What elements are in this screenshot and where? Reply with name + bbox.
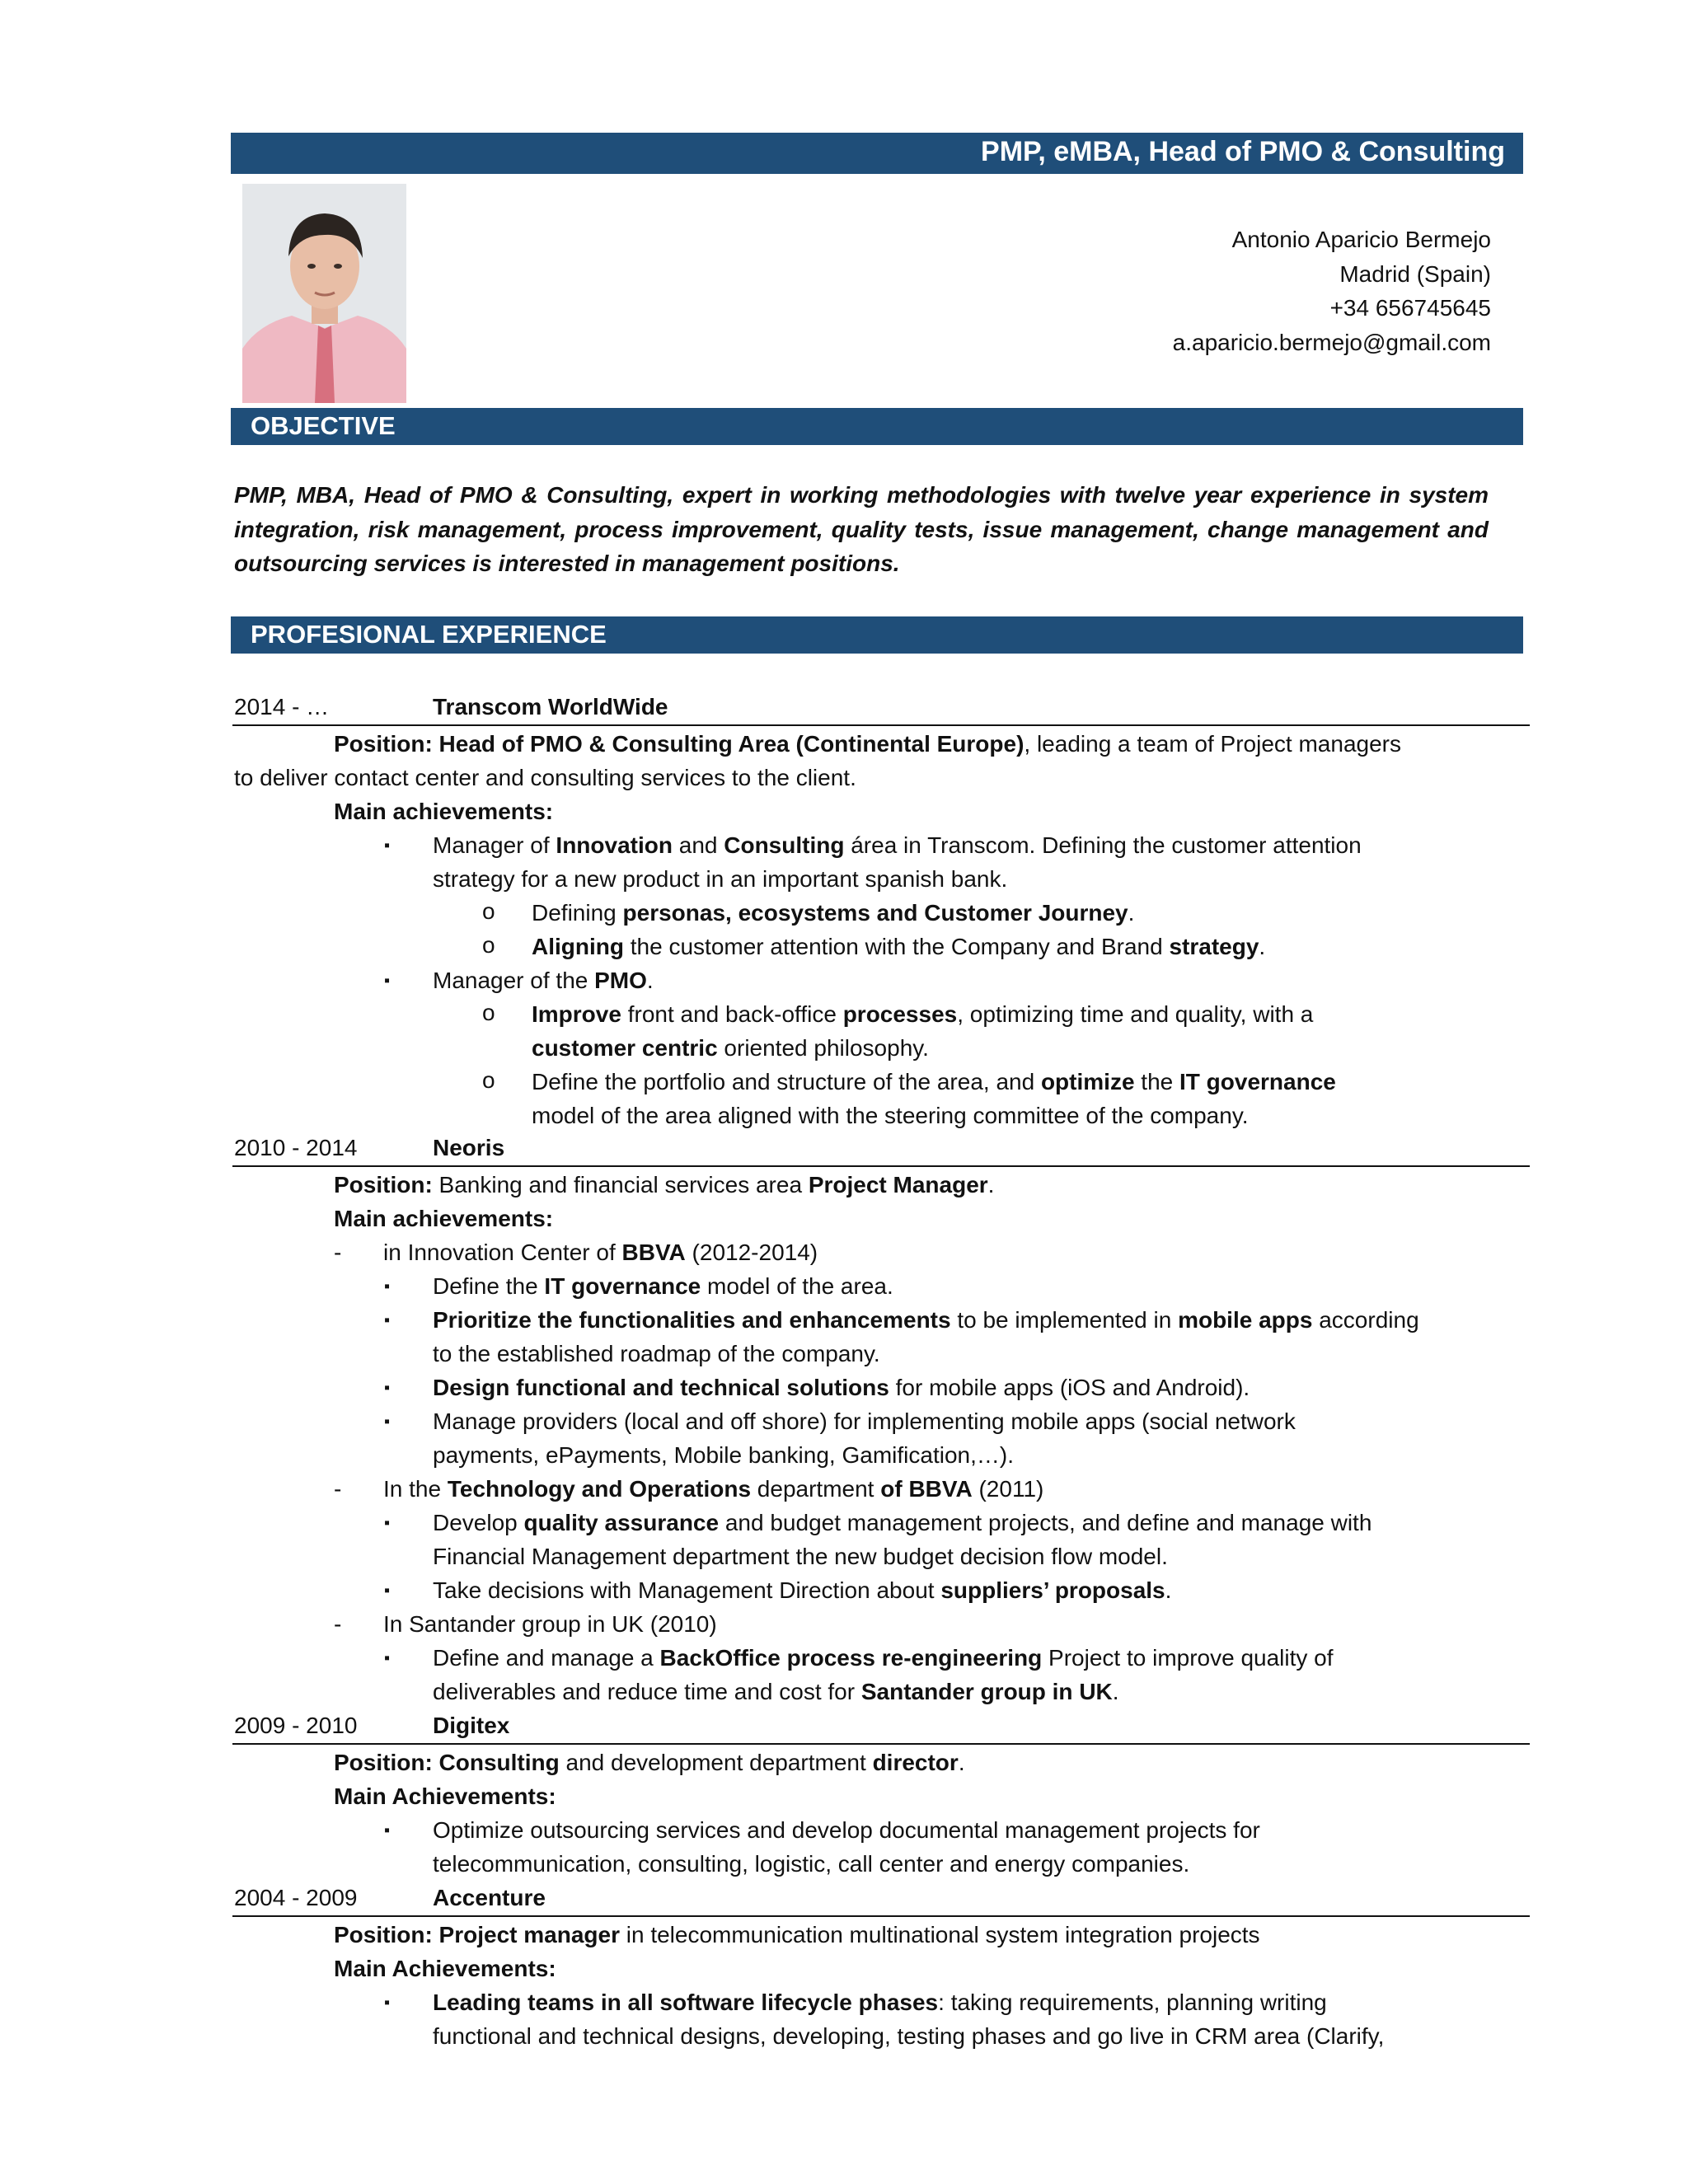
achievement-item: Develop quality assurance and budget management projects, and define and manage with — [433, 1510, 1372, 1535]
objective-heading: OBJECTIVE — [251, 411, 396, 440]
achievement-item: Manager of Innovation and Consulting área in Transcom. Defining the customer attention — [433, 832, 1362, 858]
square-bullet: ▪ — [384, 1379, 391, 1397]
circle-bullet: o — [482, 932, 495, 958]
sub-achievement-item: Defining personas, ecosystems and Customer Journey. — [532, 900, 1135, 926]
square-bullet: ▪ — [384, 972, 391, 990]
sub-achievement-item: Define the portfolio and structure of the area, and optimize the IT governance — [532, 1069, 1336, 1094]
contact-email[interactable]: a.aparicio.bermejo@gmail.com — [1172, 329, 1491, 355]
achievement-item: Define and manage a BackOffice process re-engineering Project to improve quality of — [433, 1645, 1334, 1671]
resume-title: PMP, eMBA, Head of PMO & Consulting — [981, 136, 1505, 167]
job-company: Accenture — [433, 1885, 546, 1910]
sub-achievement-item-cont: customer centric oriented philosophy. — [532, 1035, 929, 1061]
profile-photo — [242, 184, 406, 403]
job-company: Digitex — [433, 1713, 510, 1738]
achievement-item: Leading teams in all software lifecycle phases: taking requirements, planning writing — [433, 1990, 1327, 2015]
square-bullet: ▪ — [384, 1514, 391, 1532]
position-line-cont: to deliver contact center and consulting services to the client. — [234, 765, 856, 790]
job-company: Neoris — [433, 1135, 505, 1160]
main-achievements-label: Main Achievements: — [334, 1783, 556, 1809]
square-bullet: ▪ — [384, 1582, 391, 1600]
achievement-item: Define the IT governance model of the area. — [433, 1273, 893, 1299]
job-header-accenture — [232, 1882, 1530, 1917]
job-period: 2010 - 2014 — [234, 1135, 358, 1160]
job-period: 2014 - … — [234, 694, 330, 719]
job-header-transcom — [232, 691, 1530, 726]
sub-achievement-item: Improve front and back-office processes, optimizing time and quality, with a — [532, 1001, 1314, 1027]
dash-bullet: - — [334, 1240, 342, 1265]
sub-achievement-item-cont: model of the area aligned with the steering committee of the company. — [532, 1103, 1249, 1128]
square-bullet: ▪ — [384, 1649, 391, 1667]
job-header-digitex — [232, 1709, 1530, 1745]
square-bullet: ▪ — [384, 837, 391, 855]
main-achievements-label: Main achievements: — [334, 799, 554, 824]
contact-name: Antonio Aparicio Bermejo — [1231, 227, 1491, 252]
main-achievements-label: Main achievements: — [334, 1206, 554, 1231]
sub-achievement-item: Aligning the customer attention with the Company and Brand strategy. — [532, 934, 1266, 959]
achievement-group: in Innovation Center of BBVA (2012-2014) — [383, 1240, 818, 1265]
achievement-item-cont: strategy for a new product in an important spanish bank. — [433, 866, 1008, 892]
achievement-item: Manager of the PMO. — [433, 968, 654, 993]
title-bar — [231, 133, 1523, 174]
achievement-group: In the Technology and Operations department of BBVA (2011) — [383, 1476, 1044, 1502]
square-bullet: ▪ — [384, 1413, 391, 1431]
achievement-group: In Santander group in UK (2010) — [383, 1611, 717, 1637]
position-line: Position: Banking and financial services area Project Manager. — [334, 1172, 995, 1197]
square-bullet: ▪ — [384, 1821, 391, 1840]
objective-text: PMP, MBA, Head of PMO & Consulting, expert in working methodologies with twelve year experience in system integration, risk management, process improvement, quality tests, issue management, change management and outsourcing services is interested in management positions. — [234, 482, 1489, 576]
square-bullet: ▪ — [384, 1277, 391, 1296]
achievement-item: Take decisions with Management Direction about suppliers’ proposals. — [433, 1577, 1172, 1603]
job-company: Transcom WorldWide — [433, 694, 668, 719]
circle-bullet: o — [482, 1067, 495, 1093]
dash-bullet: - — [334, 1611, 342, 1637]
circle-bullet: o — [482, 1000, 495, 1025]
achievement-item: Manage providers (local and off shore) for implementing mobile apps (social network — [433, 1408, 1296, 1434]
experience-header — [231, 616, 1523, 654]
achievement-item: Prioritize the functionalities and enhancements to be implemented in mobile apps according — [433, 1307, 1419, 1333]
circle-bullet: o — [482, 898, 495, 924]
achievement-item-cont: telecommunication, consulting, logistic, call center and energy companies. — [433, 1851, 1190, 1877]
contact-block — [1173, 223, 1491, 359]
main-achievements-label: Main Achievements: — [334, 1956, 556, 1981]
contact-phone: +34 656745645 — [1329, 295, 1491, 321]
position-line: Position: Head of PMO & Consulting Area (Continental Europe), leading a team of Project managers — [334, 731, 1401, 757]
position-line: Position: Consulting and development department director. — [334, 1750, 965, 1775]
objective-header — [231, 408, 1523, 445]
position-line: Position: Project manager in telecommunication multinational system integration projects — [334, 1922, 1260, 1947]
achievement-item-cont: functional and technical designs, developing, testing phases and go live in CRM area (Clarify, — [433, 2023, 1385, 2049]
job-period: 2004 - 2009 — [234, 1885, 358, 1910]
achievement-item: Design functional and technical solutions for mobile apps (iOS and Android). — [433, 1375, 1250, 1400]
square-bullet: ▪ — [384, 1311, 391, 1329]
dash-bullet: - — [334, 1476, 342, 1502]
achievement-item: Optimize outsourcing services and develop documental management projects for — [433, 1817, 1260, 1843]
profile-photo-illustration — [242, 184, 406, 403]
square-bullet: ▪ — [384, 1994, 391, 2012]
achievement-item-cont: deliverables and reduce time and cost for Santander group in UK. — [433, 1679, 1119, 1704]
job-period: 2009 - 2010 — [234, 1713, 358, 1738]
achievement-item-cont: Financial Management department the new budget decision flow model. — [433, 1544, 1168, 1569]
experience-heading: PROFESIONAL EXPERIENCE — [251, 620, 607, 649]
job-header-neoris — [232, 1132, 1530, 1167]
achievement-item-cont: payments, ePayments, Mobile banking, Gamification,…). — [433, 1442, 1014, 1468]
achievement-item-cont: to the established roadmap of the company. — [433, 1341, 880, 1366]
contact-location: Madrid (Spain) — [1339, 260, 1491, 287]
